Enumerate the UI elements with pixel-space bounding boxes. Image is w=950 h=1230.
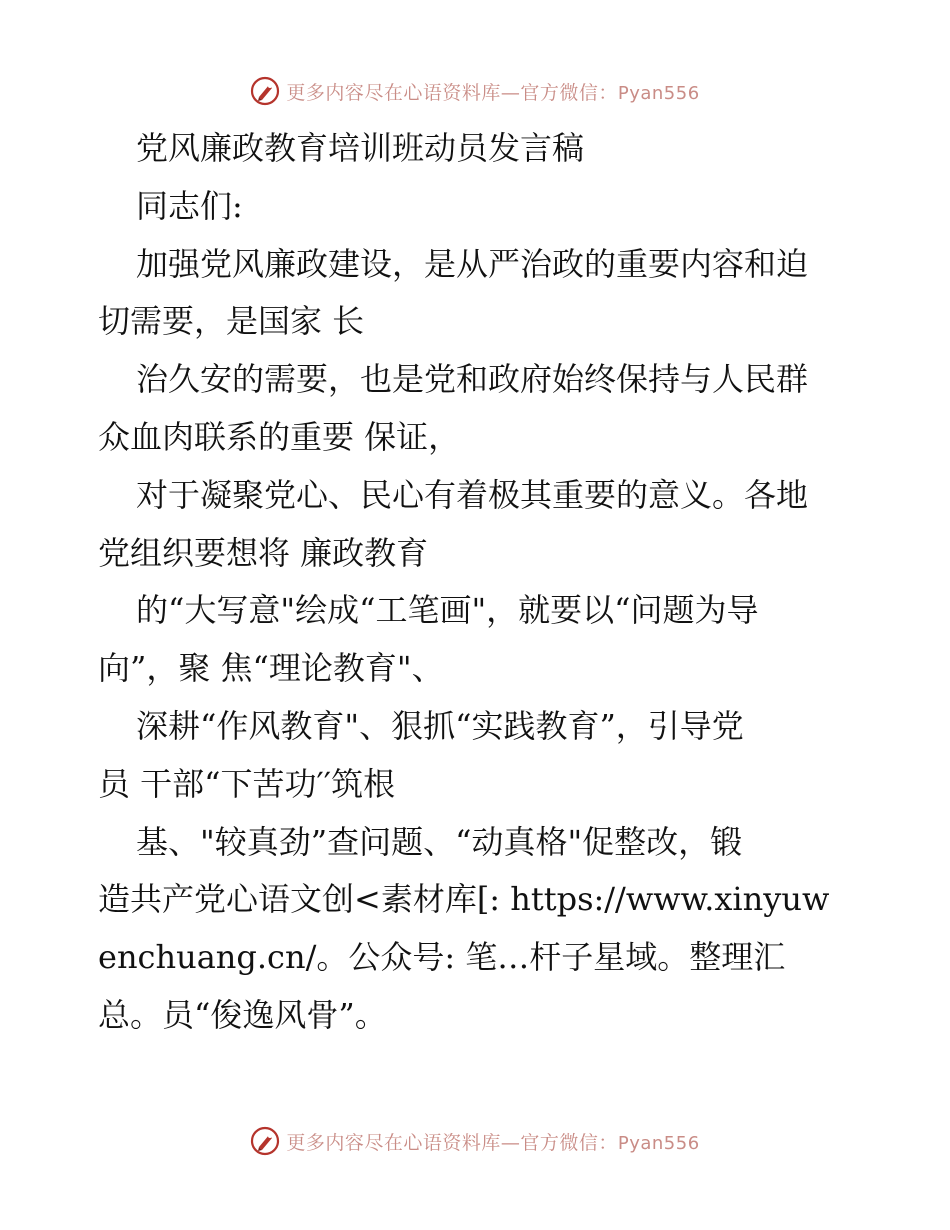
paragraph-line: 对于凝聚党心、民心有着极其重要的意义。各地 (136, 475, 809, 514)
paragraph-line: 向”，聚 焦“理论教育"、 (98, 649, 444, 688)
header-banner-text: 更多内容尽在心语资料库—官方微信：Pyan556 (286, 81, 700, 104)
salutation: 同志们: (136, 186, 243, 225)
paragraph-line: enchuang.cn/。公众号: 笔…杆子星域。整理汇 (98, 938, 786, 977)
paragraph-line: 治久安的需要，也是党和政府始终保持与人民群 (136, 360, 809, 399)
paragraph-line: 的“大写意"绘成“工笔画"，就要以“问题为导 (136, 591, 759, 630)
paragraph-line: 员 干部“下苦功′′筑根 (98, 764, 396, 803)
paragraph-line: 众血肉联系的重要 保证， (98, 417, 461, 456)
footer-banner (0, 1124, 950, 1158)
header-banner (0, 74, 950, 108)
document-title: 党风廉政教育培训班动员发言稿 (136, 129, 585, 167)
wechat-id: Pyan556 (617, 1132, 700, 1154)
wechat-id: Pyan556 (617, 82, 700, 104)
pen-logo-icon (250, 76, 280, 106)
paragraph-line: 加强党风廉政建设，是从严治政的重要内容和迫 (136, 244, 809, 283)
paragraph-line: 党组织要想将 廉政教育 (98, 533, 429, 572)
paragraph-line: 总。员“俊逸风骨”。 (98, 995, 387, 1034)
paragraph-line: 基、"较真劲”查问题、“动真格"促整改，锻 (136, 822, 743, 861)
paragraph-line: 切需要，是国家 长 (98, 302, 365, 341)
footer-banner-text: 更多内容尽在心语资料库—官方微信：Pyan556 (286, 1131, 700, 1154)
pen-logo-icon (250, 1126, 280, 1156)
paragraph-line: 造共产党心语文创<素材库[: https://www.xinyuw (98, 880, 830, 919)
paragraph-line: 深耕“作风教育"、狠抓“实践教育”，引导党 (136, 706, 744, 745)
document-body (98, 120, 858, 1045)
